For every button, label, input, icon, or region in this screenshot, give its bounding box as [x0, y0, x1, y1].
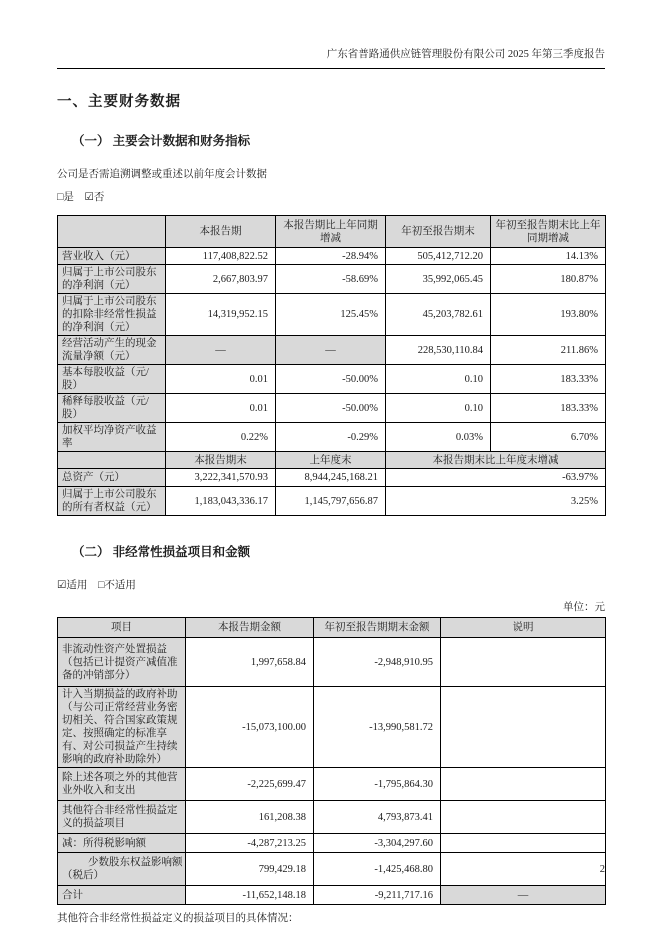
value-cell: -63.97% — [386, 469, 606, 487]
value-cell: 1,183,043,336.17 — [166, 487, 276, 516]
header-cell: 说明 — [441, 618, 606, 638]
checkbox-no: ☑否 — [84, 192, 105, 203]
header-cell: 本报告期 — [166, 216, 276, 248]
value-cell: 8,944,245,168.21 — [276, 469, 386, 487]
value-cell: 0.01 — [166, 394, 276, 423]
value-cell: 0.10 — [386, 394, 491, 423]
row-label: 减：所得税影响额 — [58, 834, 186, 853]
header-cell: 本报告期金额 — [186, 618, 314, 638]
value-cell-dash: — — [276, 336, 386, 365]
value-cell: -0.29% — [276, 423, 386, 452]
restatement-question: 公司是否需追溯调整或重述以前年度会计数据 — [57, 169, 267, 180]
checkbox-applicable: ☑适用 — [57, 580, 88, 591]
value-cell: -2,948,910.95 — [314, 638, 441, 687]
table-row — [58, 853, 606, 886]
value-cell: 1,145,797,656.87 — [276, 487, 386, 516]
row-label: 稀释每股收益（元/股） — [58, 394, 166, 423]
value-cell: 3.25% — [386, 487, 606, 516]
footer-note: 其他符合非经常性损益定义的损益项目的具体情况： — [57, 913, 299, 924]
table-row — [58, 768, 606, 801]
header-cell: 本报告期比上年同期增减 — [276, 216, 386, 248]
row-label: 合计 — [58, 886, 186, 905]
row-label: 基本每股收益（元/股） — [58, 365, 166, 394]
section-one-two-heading: （二） 非经常性损益项目和金额 — [72, 545, 251, 559]
header-cell: 项目 — [58, 618, 186, 638]
restatement-answer — [57, 189, 605, 204]
section-one-one-heading: （一） 主要会计数据和财务指标 — [72, 134, 251, 148]
remark-cell — [441, 801, 606, 834]
non-recurring-items-table — [57, 617, 606, 905]
table-row — [58, 336, 606, 365]
value-cell: 0.03% — [386, 423, 491, 452]
row-label: 计入当期损益的政府补助（与公司正常经营业务密切相关、符合国家政策规定、按照确定的标准享有、对公司损益产生持续影响的政府补助除外） — [58, 687, 186, 768]
value-cell: -9,211,717.16 — [314, 886, 441, 905]
row-label: 归属于上市公司股东的扣除非经常性损益的净利润（元） — [58, 294, 166, 336]
value-cell: 161,208.38 — [186, 801, 314, 834]
value-cell: 14.13% — [491, 248, 606, 265]
key-financials-table — [57, 215, 606, 516]
value-cell: 183.33% — [491, 365, 606, 394]
unit-label: 单位：元 — [563, 602, 605, 613]
table-header-row — [58, 618, 606, 638]
checkbox-yes: □是 — [57, 192, 74, 203]
value-cell: 0.01 — [166, 365, 276, 394]
value-cell: -50.00% — [276, 394, 386, 423]
header-cell: 年初至报告期末 — [386, 216, 491, 248]
value-cell: -1,425,468.80 — [314, 853, 441, 886]
row-label: 少数股东权益影响额（税后） — [58, 853, 186, 886]
value-cell: 125.45% — [276, 294, 386, 336]
table-header-row — [58, 216, 606, 248]
value-cell: 0.10 — [386, 365, 491, 394]
value-cell: 0.22% — [166, 423, 276, 452]
row-label: 非流动性资产处置损益（包括已计提资产减值准备的冲销部分） — [58, 638, 186, 687]
table-row — [58, 469, 606, 487]
value-cell: -15,073,100.00 — [186, 687, 314, 768]
header-cell: 本报告期末比上年度末增减 — [386, 452, 606, 469]
value-cell: 1,997,658.84 — [186, 638, 314, 687]
value-cell: 211.86% — [491, 336, 606, 365]
value-cell: 193.80% — [491, 294, 606, 336]
page-content — [57, 0, 605, 925]
document-title: 广东省普路通供应链管理股份有限公司 2025 年第三季度报告 — [326, 49, 605, 60]
table-row — [58, 801, 606, 834]
value-cell: -13,990,581.72 — [314, 687, 441, 768]
value-cell: 228,530,110.84 — [386, 336, 491, 365]
applicability-answer — [57, 577, 605, 592]
row-label: 营业收入（元） — [58, 248, 166, 265]
remark-cell — [441, 853, 606, 886]
header-cell — [58, 452, 166, 469]
page-number: 2 — [599, 864, 605, 875]
row-label: 除上述各项之外的其他营业外收入和支出 — [58, 768, 186, 801]
document-header — [57, 0, 605, 69]
header-cell: 上年度末 — [276, 452, 386, 469]
table-row — [58, 638, 606, 687]
row-label: 经营活动产生的现金流量净额（元） — [58, 336, 166, 365]
table-row — [58, 294, 606, 336]
header-cell: 年初至报告期末比上年同期增减 — [491, 216, 606, 248]
table-row — [58, 248, 606, 265]
header-cell: 年初至报告期期末金额 — [314, 618, 441, 638]
value-cell: 2,667,803.97 — [166, 265, 276, 294]
table-row — [58, 834, 606, 853]
table-row — [58, 265, 606, 294]
remark-cell — [441, 687, 606, 768]
row-label: 归属于上市公司股东的所有者权益（元） — [58, 487, 166, 516]
value-cell: 799,429.18 — [186, 853, 314, 886]
row-label: 归属于上市公司股东的净利润（元） — [58, 265, 166, 294]
value-cell: -58.69% — [276, 265, 386, 294]
row-label: 加权平均净资产收益率 — [58, 423, 166, 452]
value-cell: -4,287,213.25 — [186, 834, 314, 853]
value-cell: -28.94% — [276, 248, 386, 265]
value-cell: -3,304,297.60 — [314, 834, 441, 853]
value-cell: 3,222,341,570.93 — [166, 469, 276, 487]
table-row — [58, 365, 606, 394]
section-one-heading: 一、主要财务数据 — [57, 94, 181, 110]
remark-cell — [441, 638, 606, 687]
table-row — [58, 687, 606, 768]
remark-cell — [441, 768, 606, 801]
header-cell — [58, 216, 166, 248]
table-row — [58, 423, 606, 452]
value-cell: 183.33% — [491, 394, 606, 423]
value-cell: 4,793,873.41 — [314, 801, 441, 834]
value-cell-dash: — — [166, 336, 276, 365]
value-cell: 180.87% — [491, 265, 606, 294]
table-total-row — [58, 886, 606, 905]
row-label: 其他符合非经常性损益定义的损益项目 — [58, 801, 186, 834]
value-cell: 35,992,065.45 — [386, 265, 491, 294]
value-cell: 6.70% — [491, 423, 606, 452]
table-subheader-row — [58, 452, 606, 469]
value-cell: 14,319,952.15 — [166, 294, 276, 336]
remark-cell — [441, 834, 606, 853]
value-cell: 117,408,822.52 — [166, 248, 276, 265]
table-row — [58, 487, 606, 516]
value-cell: -1,795,864.30 — [314, 768, 441, 801]
remark-cell-dash: — — [441, 886, 606, 905]
checkbox-not-applicable: □不适用 — [98, 580, 136, 591]
value-cell: -50.00% — [276, 365, 386, 394]
value-cell: 505,412,712.20 — [386, 248, 491, 265]
header-cell: 本报告期末 — [166, 452, 276, 469]
value-cell: -11,652,148.18 — [186, 886, 314, 905]
value-cell: 45,203,782.61 — [386, 294, 491, 336]
row-label: 总资产（元） — [58, 469, 166, 487]
table-row — [58, 394, 606, 423]
value-cell: -2,225,699.47 — [186, 768, 314, 801]
